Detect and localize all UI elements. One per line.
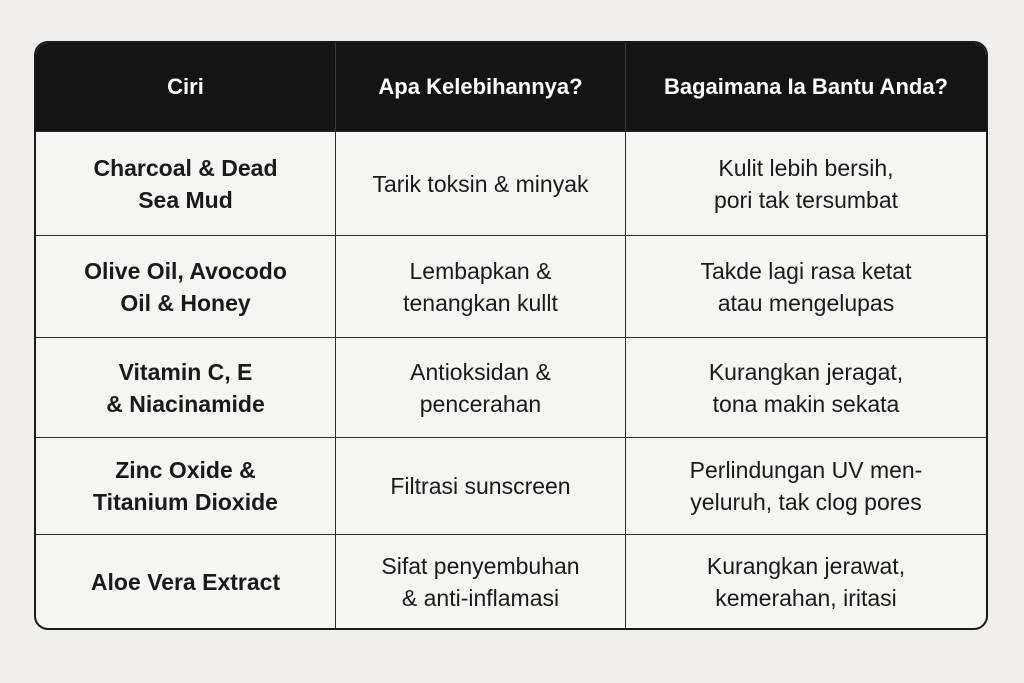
row-benefit: Filtrasi sunscreen	[336, 438, 626, 534]
row-feature: Charcoal & Dead Sea Mud	[36, 132, 336, 235]
row-help: Kurangkan jerawat, kemerahan, iritasi	[706, 552, 906, 611]
table-row	[36, 131, 986, 235]
header-kelebihan: Apa Kelebihannya?	[336, 43, 626, 131]
header-ciri: Ciri	[36, 43, 336, 131]
row-feature: Zinc Oxide & Titanium Dioxide	[36, 438, 336, 534]
row-help: Kurangkan jeragat, tona makin sekata	[708, 358, 904, 417]
table-row	[36, 337, 986, 437]
row-feature: Aloe Vera Extract	[36, 535, 336, 628]
table-row	[36, 437, 986, 534]
comparison-table	[34, 41, 988, 630]
row-help: Takde lagi rasa ketat atau mengelupas	[700, 257, 912, 316]
row-benefit: Tarik toksin & minyak	[336, 132, 626, 235]
row-benefit: Sifat penyembuhan & anti-inflamasi	[336, 535, 626, 628]
table-row	[36, 235, 986, 337]
row-help: Perlindungan UV men- yeluruh, tak clog pores	[689, 457, 923, 515]
row-benefit: Antioksidan & pencerahan	[336, 338, 626, 437]
table-row	[36, 534, 986, 628]
row-feature: Olive Oil, Avocodo Oil & Honey	[36, 236, 336, 337]
row-feature: Vitamin C, E & Niacinamide	[36, 338, 336, 437]
table-header	[36, 43, 986, 131]
header-bantu: Bagaimana Ia Bantu Anda?	[663, 74, 948, 99]
row-benefit: Lembapkan & tenangkan kullt	[336, 236, 626, 337]
row-help: Kulit lebih bersih, pori tak tersumbat	[713, 154, 899, 213]
